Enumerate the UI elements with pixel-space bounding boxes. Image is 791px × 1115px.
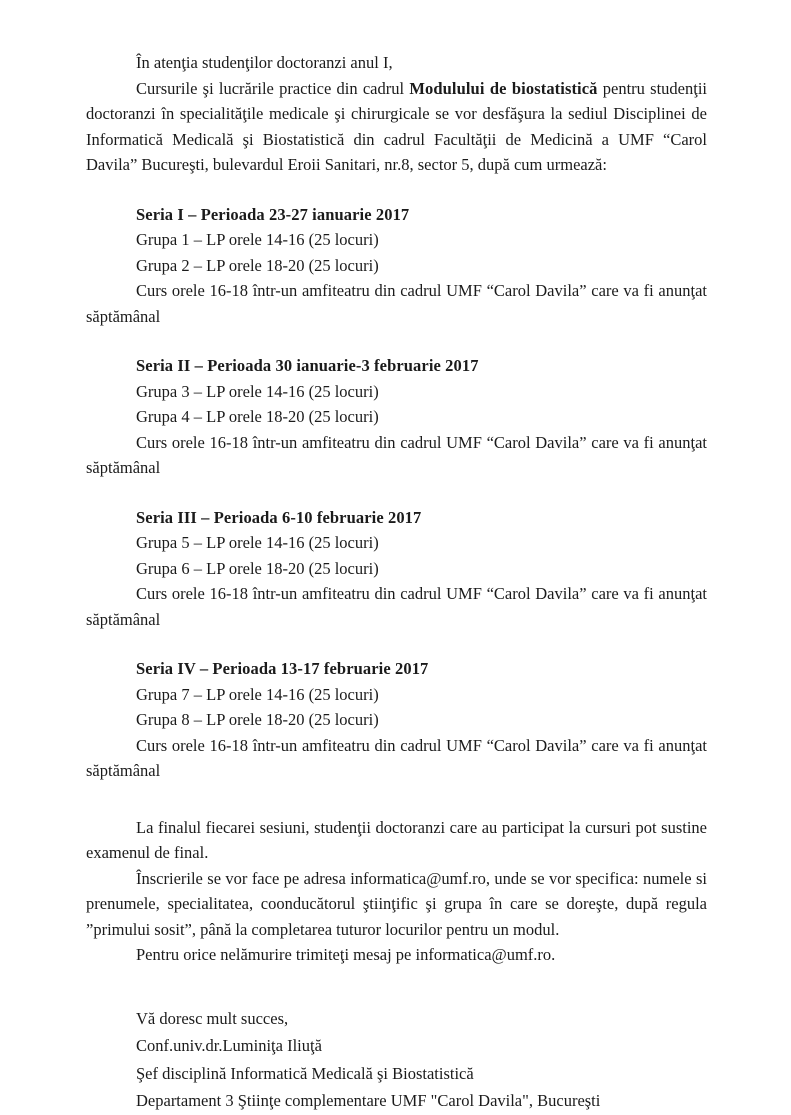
series-1-group-1: Grupa 1 – LP orele 14-16 (25 locuri)	[136, 230, 379, 249]
series-3-heading	[86, 505, 707, 531]
series-4-group-1: Grupa 7 – LP orele 14-16 (25 locuri)	[136, 684, 379, 704]
series-2-group-1: Grupa 3 – LP orele 14-16 (25 locuri)	[136, 381, 379, 401]
series-3-group-1: Grupa 5 – LP orele 14-16 (25 locuri)	[136, 533, 379, 552]
series-2-heading	[86, 353, 707, 379]
series-4-heading-text: Seria IV – Perioada 13-17 februarie 2017	[136, 659, 429, 678]
series-3-heading-text: Seria III – Perioada 6-10 februarie 2017	[136, 507, 422, 527]
series-section-3	[86, 505, 707, 633]
series-4-course-note: Curs orele 16-18 într-un amfiteatru din cadrul UMF “Carol Davila” care va fi anunţat săptămânal	[86, 735, 707, 780]
module-name-bold: Modulului de biostatistică	[409, 78, 598, 98]
series-4-heading	[86, 656, 707, 682]
series-4-group-2: Grupa 8 – LP orele 18-20 (25 locuri)	[136, 710, 379, 729]
closing-paragraph-exam: La finalul fiecarei sesiuni, studenţii doctoranzi care au participat la cursuri pot sustine examenul de final.	[86, 817, 707, 862]
intro-paragraph-text-pre: Cursurile şi lucrările practice din cadrul	[136, 78, 410, 98]
series-1-heading-text: Seria I – Perioada 23-27 ianuarie 2017	[136, 204, 410, 224]
series-section-4	[86, 656, 707, 784]
series-3-group-2: Grupa 6 – LP orele 18-20 (25 locuri)	[136, 558, 379, 578]
signature-name: Conf.univ.dr.Luminiţa Iliuţă	[136, 1036, 322, 1055]
series-1-group-2: Grupa 2 – LP orele 18-20 (25 locuri)	[136, 255, 379, 275]
signature-block	[86, 1005, 707, 1115]
series-3-course-note: Curs orele 16-18 într-un amfiteatru din cadrul UMF “Carol Davila” care va fi anunţat săptămânal	[86, 584, 707, 629]
series-2-heading-text: Seria II – Perioada 30 ianuarie-3 februarie 2017	[136, 356, 479, 375]
series-section-1	[86, 202, 707, 330]
closing-paragraph-contact: Pentru orice nelămurire trimiteţi mesaj pe informatica@umf.ro.	[136, 945, 556, 964]
closing-paragraph-registration: Înscrierile se vor face pe adresa informatica@umf.ro, unde se vor specifica: numele si prenumele, specialitatea, coonducătorul ştiinţific şi grupa în care se doreşte, după regula ”primului sosit”, până la completarea tuturor locurilor pentru un modul.	[86, 868, 707, 939]
signature-title: Şef disciplină Informatică Medicală şi Biostatistică	[136, 1063, 474, 1083]
intro-paragraph	[86, 76, 707, 178]
series-1-heading	[86, 202, 707, 228]
series-2-group-2: Grupa 4 – LP orele 18-20 (25 locuri)	[136, 407, 379, 426]
signature-department: Departament 3 Ştiinţe complementare UMF "Carol Davila", Bucureşti	[136, 1091, 601, 1110]
intro-paragraph-text-post: pentru studenţii doctoranzi în specialităţile medicale şi chirurgicale se vor desfăşura la sediul Disciplinei de Informatică Medicală şi Biostatistică din cadrul Facultăţii de Medicină a UMF “Carol Davila” Bucureşti, bulevardul Eroii Sanitari, nr.8, sector 5, după cum urmează:	[86, 78, 707, 174]
series-1-course-note: Curs orele 16-18 într-un amfiteatru din cadrul UMF “Carol Davila” care va fi anunţat săptămânal	[86, 281, 707, 326]
closing-block	[86, 815, 707, 968]
series-2-course-note: Curs orele 16-18 într-un amfiteatru din cadrul UMF “Carol Davila” care va fi anunţat săptămânal	[86, 432, 707, 477]
series-section-2	[86, 353, 707, 481]
signature-farewell: Vă doresc mult succes,	[136, 1008, 289, 1028]
intro-line: În atenţia studenţilor doctoranzi anul I,	[136, 53, 393, 72]
